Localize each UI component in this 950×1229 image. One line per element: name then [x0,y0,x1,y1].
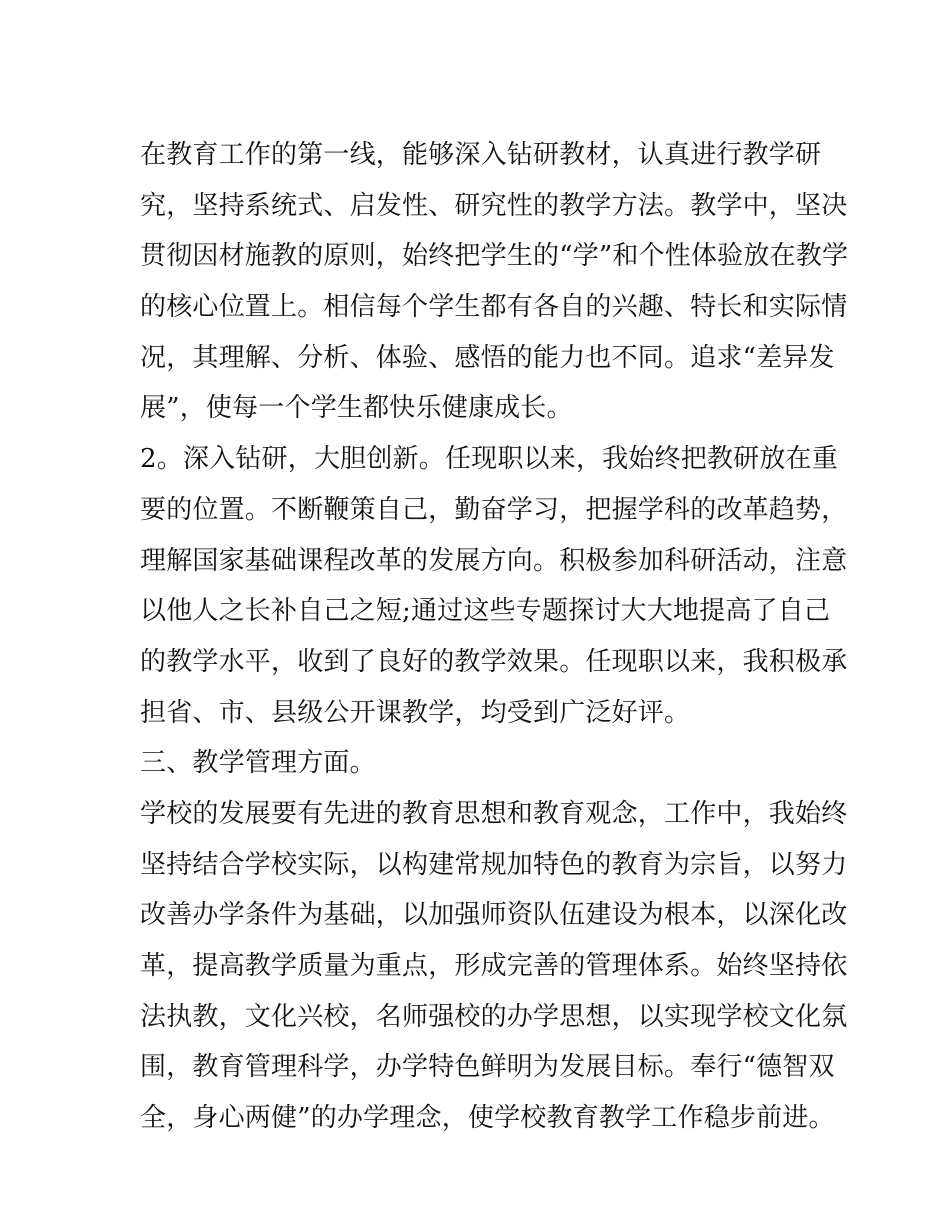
text-line: 担省、市、县级公开课教学，均受到广泛好评。 [140,697,691,728]
text-line: 展”，使每一个学生都快乐健康成长。 [140,393,573,424]
text-line: 全，身心两健”的办学理念，使学校教育教学工作稳步前进。 [140,1103,835,1134]
text-line: 2。深入钻研，大胆创新。任现职以来，我始终把教研放在重 [140,444,838,475]
text-line: 在教育工作的第一线，能够深入钻研教材，认真进行教学研 [140,140,822,170]
text-line: 改善办学条件为基础，以加强师资队伍建设为根本，以深化改 [140,900,848,931]
text-line: 法执教，文化兴校，名师强校的办学思想，以实现学校文化氛 [140,1001,848,1032]
text-line: 围，教育管理科学，办学特色鲜明为发展目标。奉行“德智双 [140,1052,835,1083]
text-line: 的教学水平，收到了良好的教学效果。任现职以来，我积极承 [140,646,848,677]
text-line: 究，坚持系统式、启发性、研究性的教学方法。教学中，坚决 [140,190,848,221]
text-line: 要的位置。不断鞭策自己，勤奋学习，把握学科的改革趋势， [140,494,848,525]
text-line: 理解国家基础课程改革的发展方向。积极参加科研活动，注意 [140,545,848,576]
section-heading: 三、教学管理方面。 [140,748,376,779]
text-line: 学校的发展要有先进的教育思想和教育观念，工作中，我始终 [140,798,848,829]
text-line: 革，提高教学质量为重点，形成完善的管理体系。始终坚持依 [140,951,848,981]
text-line: 以他人之长补自己之短;通过这些专题探讨大大地提高了自己 [140,596,831,627]
text-line: 的核心位置上。相信每个学生都有各自的兴趣、特长和实际情 [140,292,848,323]
body-text [140,130,849,1144]
text-line: 贯彻因材施教的原则，始终把学生的“学”和个性体验放在教学 [140,241,849,272]
text-line: 坚持结合学校实际，以构建常规加特色的教育为宗旨，以努力 [140,849,848,880]
text-line: 况，其理解、分析、体验、感悟的能力也不同。追求“差异发 [140,342,835,373]
